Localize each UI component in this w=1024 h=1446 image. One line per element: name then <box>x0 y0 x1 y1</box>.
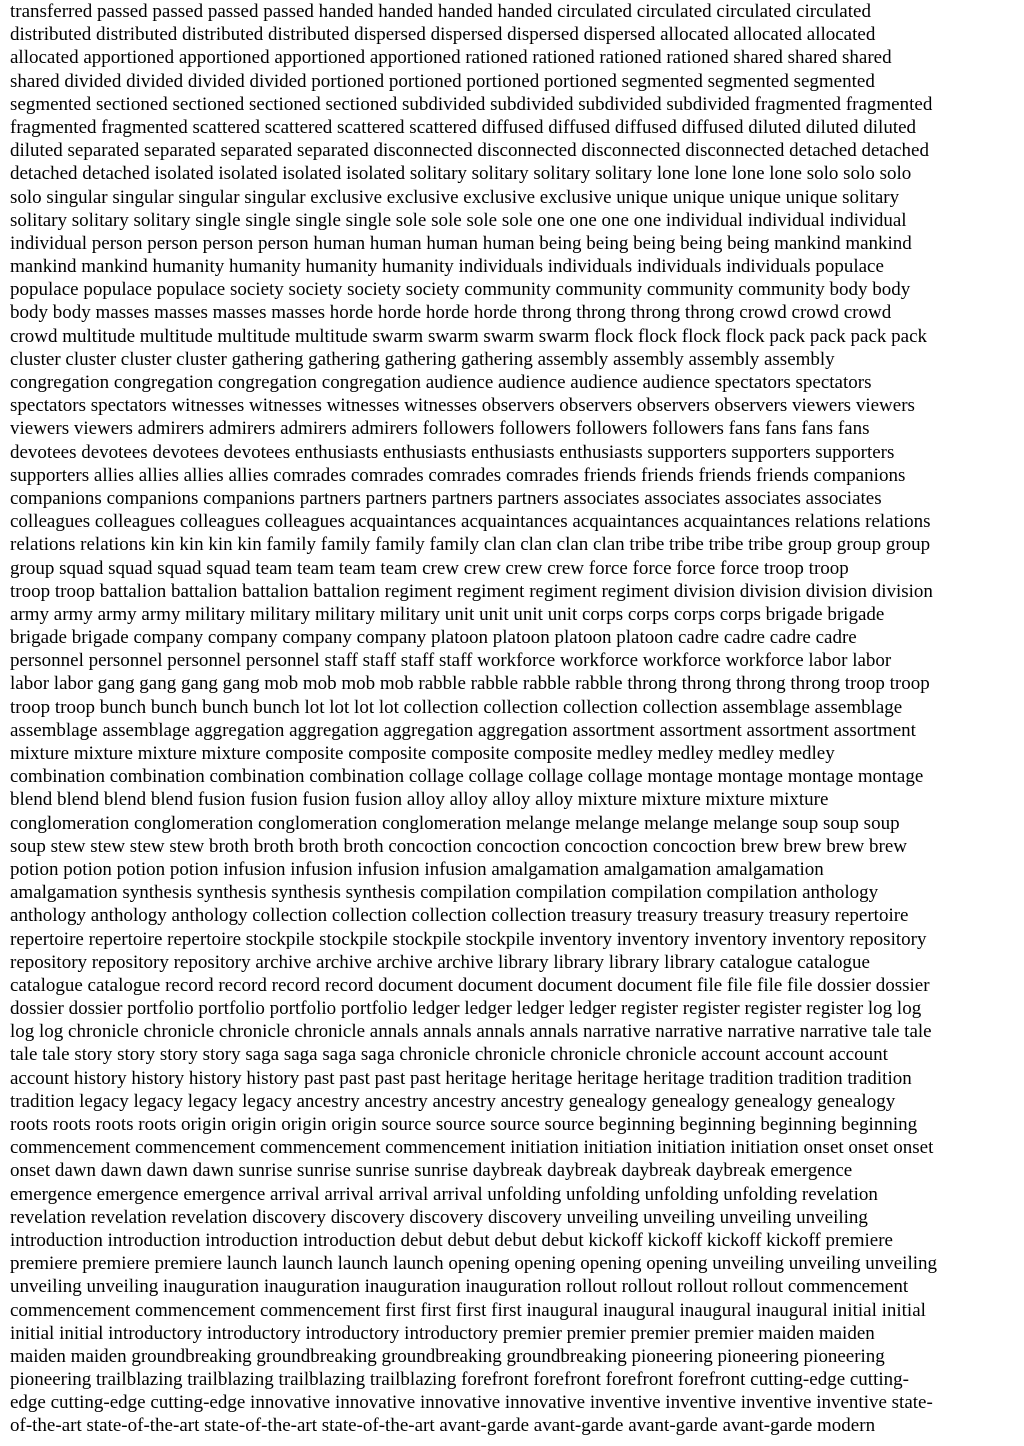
text-line: soup stew stew stew stew broth broth broth broth concoction concoction concoction concoction brew brew brew brew <box>10 835 907 857</box>
text-line: blend blend blend blend fusion fusion fusion fusion alloy alloy alloy alloy mixture mixture mixture mixture <box>10 789 829 811</box>
text-line: anthology anthology anthology collection collection collection collection treasury treasury treasury treasury repertoire <box>10 905 909 927</box>
text-line: repertoire repertoire repertoire stockpile stockpile stockpile stockpile inventory inventory inventory inventory repository <box>10 928 927 950</box>
text-line: troop troop bunch bunch bunch bunch lot lot lot lot collection collection collection collection assemblage assemblage <box>10 696 903 718</box>
text-line: log log chronicle chronicle chronicle chronicle annals annals annals annals narrative narrative narrative narrative tale tale <box>10 1021 932 1043</box>
text-line: spectators spectators witnesses witnesses witnesses witnesses observers observers observers observers viewers viewers <box>10 395 915 417</box>
text-line: mixture mixture mixture mixture composite composite composite composite medley medley medley medley <box>10 743 835 764</box>
text-line: distributed distributed distributed distributed dispersed dispersed dispersed dispersed allocated allocated allocated <box>10 24 876 46</box>
text-line: amalgamation synthesis synthesis synthesis synthesis compilation compilation compilation compilation anthology <box>10 882 879 904</box>
text-line: commencement commencement commencement commencement initiation initiation initiation initiation onset onset onset <box>10 1137 934 1159</box>
text-line: fragmented fragmented scattered scattered scattered scattered diffused diffused diffused diffused diluted diluted diluted <box>10 116 917 138</box>
text-line: troop troop battalion battalion battalion battalion regiment regiment regiment regiment division division division division <box>10 580 933 602</box>
text-line: assemblage assemblage aggregation aggregation aggregation aggregation assortment assortment assortment assortment <box>10 719 916 741</box>
text-line: shared divided divided divided divided portioned portioned portioned portioned segmented segmented segmented <box>10 70 875 92</box>
text-line: initial initial introductory introductory introductory introductory premier premier premier premier maiden maiden <box>10 1322 875 1344</box>
text-line: companions companions companions partners partners partners partners associates associates associates associates <box>10 487 882 509</box>
text-line: emergence emergence emergence arrival arrival arrival arrival unfolding unfolding unfolding unfolding revelation <box>10 1183 878 1205</box>
text-line: roots roots roots roots origin origin origin origin source source source source beginning beginning beginning beginning <box>10 1114 918 1135</box>
text-line: group squad squad squad squad team team team team crew crew crew crew force force force force troop troop <box>10 557 849 579</box>
text-line: solitary solitary solitary single single single single sole sole sole sole one one one one individual individual individual <box>10 209 907 231</box>
text-line: premiere premiere premiere launch launch launch launch opening opening opening opening unveiling unveiling unveiling <box>10 1253 938 1275</box>
text-line: edge cutting-edge cutting-edge innovative innovative innovative innovative inventive inventive inventive inventive state- <box>10 1392 933 1414</box>
text-line: unveiling unveiling inauguration inauguration inauguration inauguration rollout rollout rollout rollout commencement <box>10 1276 909 1298</box>
text-line: transferred passed passed passed passed handed handed handed handed circulated circulated circulated circulated <box>10 1 871 22</box>
text-line: account history history history history past past past past heritage heritage heritage heritage tradition tradition tradition <box>10 1067 912 1089</box>
text-line: congregation congregation congregation congregation audience audience audience audience spectators spectators <box>10 372 872 393</box>
text-line: commencement commencement commencement first first first first inaugural inaugural inaugural inaugural initial initial <box>10 1299 926 1321</box>
text-line: viewers viewers admirers admirers admirers admirers followers followers followers followers fans fans fans fans <box>10 418 870 440</box>
text-line: relations relations kin kin kin kin family family family family clan clan clan clan tribe tribe tribe tribe group group group <box>10 534 931 556</box>
text-line: individual person person person person human human human human being being being being being mankind mankind <box>10 232 912 254</box>
text-line: revelation revelation revelation discovery discovery discovery discovery unveiling unveiling unveiling unveiling <box>10 1206 868 1228</box>
text-line: devotees devotees devotees devotees enthusiasts enthusiasts enthusiasts enthusiasts supporters supporters supporters <box>10 441 895 463</box>
text-line: detached detached isolated isolated isolated isolated solitary solitary solitary solitary lone lone lone lone solo solo solo <box>10 163 912 185</box>
text-line: of-the-art state-of-the-art state-of-the-art state-of-the-art avant-garde avant-garde avant-garde avant-garde modern <box>10 1415 876 1437</box>
text-line: brigade brigade company company company company platoon platoon platoon platoon cadre cadre cadre cadre <box>10 627 857 649</box>
text-line: mankind mankind humanity humanity humanity humanity individuals individuals individuals individuals populace <box>10 256 884 278</box>
text-line: allocated apportioned apportioned apportioned apportioned rationed rationed rationed rationed shared shared shared <box>10 47 892 69</box>
text-line: catalogue catalogue record record record record document document document document file file file file dossier dossier <box>10 974 930 996</box>
text-line: repository repository repository archive archive archive archive library library library library catalogue catalogue <box>10 951 870 973</box>
text-line: army army army army military military military military unit unit unit unit corps corps corps corps brigade brigade <box>10 603 885 625</box>
text-line: conglomeration conglomeration conglomeration conglomeration melange melange melange melange soup soup soup <box>10 812 900 834</box>
text-line: diluted separated separated separated separated disconnected disconnected disconnected disconnected detached detached <box>10 140 929 162</box>
text-line: dossier dossier portfolio portfolio portfolio portfolio ledger ledger ledger ledger register register register register log log <box>10 998 922 1020</box>
text-line: solo singular singular singular singular exclusive exclusive exclusive exclusive unique unique unique unique solitary <box>10 186 900 208</box>
text-line: combination combination combination combination collage collage collage collage montage montage montage montage <box>10 766 924 788</box>
text-line: populace populace populace society society society society community community community community body body <box>10 279 911 301</box>
text-line: pioneering trailblazing trailblazing trailblazing trailblazing forefront forefront forefront forefront cutting-edge cutting- <box>10 1369 909 1391</box>
text-line: tale tale story story story story saga saga saga saga chronicle chronicle chronicle chronicle account account account <box>10 1044 888 1066</box>
text-line: supporters allies allies allies allies comrades comrades comrades comrades friends friends friends friends companions <box>10 464 906 486</box>
text-line: potion potion potion potion infusion infusion infusion infusion amalgamation amalgamation amalgamation <box>10 858 824 880</box>
text-line: personnel personnel personnel personnel staff staff staff staff workforce workforce workforce workforce labor labor <box>10 650 892 672</box>
text-line: cluster cluster cluster cluster gathering gathering gathering gathering assembly assembly assembly assembly <box>10 348 835 370</box>
text-line: onset dawn dawn dawn dawn sunrise sunrise sunrise sunrise daybreak daybreak daybreak daybreak emergence <box>10 1160 853 1182</box>
text-line: maiden maiden groundbreaking groundbreaking groundbreaking groundbreaking pioneering pioneering pioneering <box>10 1345 885 1367</box>
text-line: colleagues colleagues colleagues colleagues acquaintances acquaintances acquaintances acquaintances relations relations <box>10 511 931 533</box>
text-line: labor labor gang gang gang gang mob mob mob mob rabble rabble rabble rabble throng throng throng throng troop troop <box>10 673 930 695</box>
text-line: segmented sectioned sectioned sectioned sectioned subdivided subdivided subdivided subdivided fragmented fragmented <box>10 93 933 115</box>
text-line: introduction introduction introduction introduction debut debut debut debut kickoff kickoff kickoff kickoff premiere <box>10 1229 893 1251</box>
text-line: tradition legacy legacy legacy legacy ancestry ancestry ancestry ancestry genealogy genealogy genealogy genealogy <box>10 1090 896 1112</box>
text-line: body body masses masses masses masses horde horde horde horde throng throng throng throng crowd crowd crowd <box>10 302 892 324</box>
text-line: crowd multitude multitude multitude multitude swarm swarm swarm swarm flock flock flock flock pack pack pack pack <box>10 325 928 347</box>
